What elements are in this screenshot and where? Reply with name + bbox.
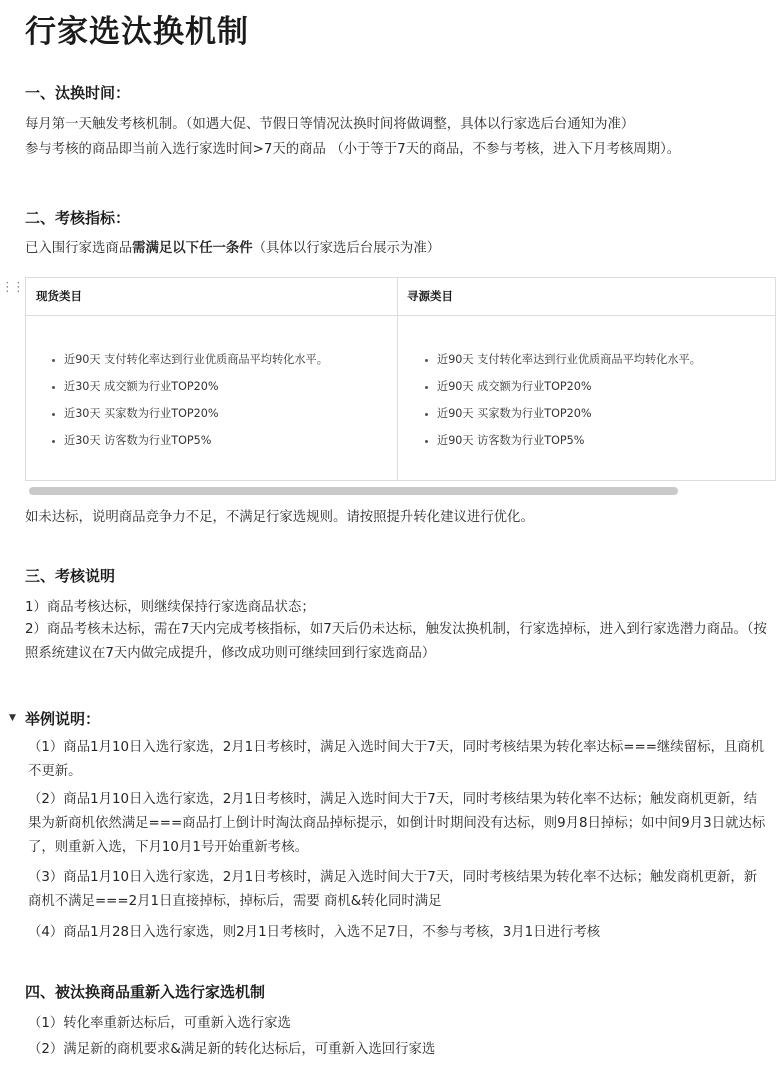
list-item: 近90天 支付转化率达到行业优质商品平均转化水平。 <box>423 352 701 379</box>
table-header: 现货类目 <box>26 278 397 316</box>
list-item: 近90天 成交额为行业TOP20% <box>423 379 701 406</box>
example-item: （4）商品1月28日入选行家选，则2月1日考核时，入选不足7日，不参与考核，3月1日进行考核 <box>28 925 601 940</box>
intro-text: 已入围行家选商品 <box>25 241 133 256</box>
example-item: （2）商品1月10日入选行家选，2月1日考核时，满足入选时间大于7天，同时考核结果为转化率不达标；触发商机更新，结果为新商机依然满足===商品打上倒计时淘汰商品掉标提示，如倒计时期间没有达标，则9月8日掉标；如中间9月3日就达标了，则重新入选，下月10月1号开始重新考核。 <box>28 792 766 855</box>
criteria-list <box>423 352 701 460</box>
table-horizontal-scrollbar[interactable] <box>29 487 678 495</box>
list-item: 近30天 成交额为行业TOP20% <box>50 379 328 406</box>
metrics-table <box>25 277 776 481</box>
list-item: 近90天 访客数为行业TOP5% <box>423 433 701 460</box>
table-column-sourcing <box>397 278 775 480</box>
list-item: 近90天 支付转化率达到行业优质商品平均转化水平。 <box>50 352 328 379</box>
criteria-list <box>50 352 328 460</box>
paragraph: （1）转化率重新达标后，可重新入选行家选 <box>28 1016 291 1031</box>
paragraph: 每月第一天触发考核机制。（如遇大促、节假日等情况汰换时间将做调整，具体以行家选后台通知为准） <box>25 117 635 132</box>
list-item: 近90天 买家数为行业TOP20% <box>423 406 701 433</box>
collapse-caret-icon[interactable]: ▼ <box>9 713 16 723</box>
intro-text: （具体以行家选后台展示为准） <box>252 241 441 256</box>
paragraph: （2）满足新的商机要求&满足新的转化达标后，可重新入选回行家选 <box>28 1042 436 1057</box>
list-item: 近30天 买家数为行业TOP20% <box>50 406 328 433</box>
section-heading-examples: 举例说明： <box>25 710 101 728</box>
metrics-intro <box>25 237 440 256</box>
example-item: （3）商品1月10日入选行家选，2月1日考核时，满足入选时间大于7天，同时考核结果为转化率不达标；触发商机更新，新商机不满足===2月1日直接掉标，掉标后，需要 商机&转化同时满足 <box>28 870 758 909</box>
paragraph: 参与考核的商品即当前入选行家选时间>7天的商品 （小于等于7天的商品，不参与考核，进入下月考核周期）。 <box>25 142 681 157</box>
example-item: （1）商品1月10日入选行家选，2月1日考核时，满足入选时间大于7天，同时考核结果为转化率达标===继续留标，且商机不更新。 <box>28 740 765 779</box>
drag-handle-icon[interactable]: ⋮⋮ <box>1 280 23 295</box>
table-header: 寻源类目 <box>397 278 775 316</box>
section-heading-metrics: 二、考核指标： <box>25 209 131 227</box>
paragraph: 如未达标，说明商品竞争力不足，不满足行家选规则。请按照提升转化建议进行优化。 <box>25 510 534 525</box>
list-item: 近30天 访客数为行业TOP5% <box>50 433 328 460</box>
paragraph: 1）商品考核达标，则继续保持行家选商品状态； <box>25 600 315 615</box>
section-heading-reentry: 四、被汰换商品重新入选行家选机制 <box>25 983 266 1001</box>
table-column-spot <box>26 278 398 480</box>
intro-bold-text: 需满足以下任一条件 <box>132 241 253 256</box>
section-heading-explanation: 三、考核说明 <box>25 567 116 585</box>
page-title: 行家选汰换机制 <box>25 14 249 50</box>
section-heading-time: 一、汰换时间： <box>25 84 131 102</box>
paragraph: 2）商品考核未达标，需在7天内完成考核指标，如7天后仍未达标，触发汰换机制，行家选掉标，进入到行家选潜力商品。（按照系统建议在7天内做完成提升，修改成功则可继续回到行家选商品） <box>25 622 767 661</box>
